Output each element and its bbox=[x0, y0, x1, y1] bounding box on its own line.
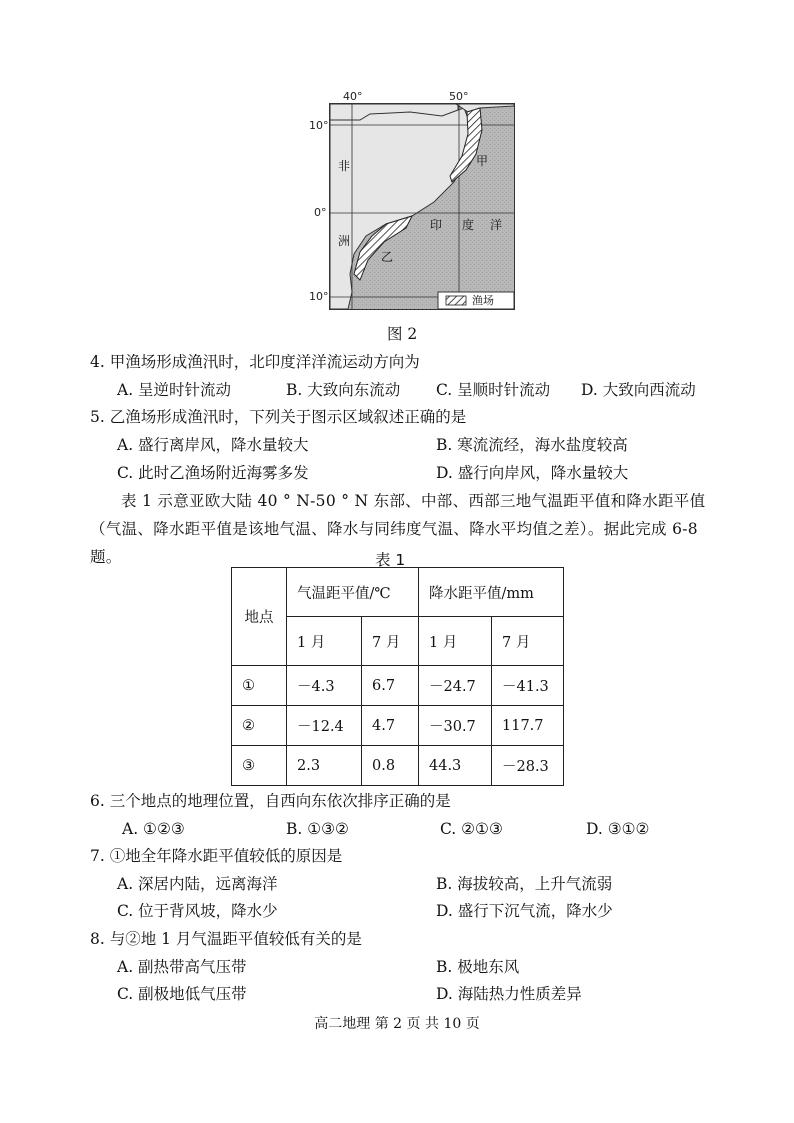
table-row bbox=[232, 746, 564, 786]
cell-temp-jan: －12.4 bbox=[287, 706, 362, 746]
question-4-stem: 4. 甲渔场形成渔汛时，北印度洋洋流运动方向为 bbox=[90, 353, 420, 371]
q8-option-c: C. 副极地低气压带 bbox=[117, 985, 247, 1003]
legend-label: 渔场 bbox=[472, 294, 494, 307]
row-place: ② bbox=[232, 706, 287, 746]
table-caption: 表 1 bbox=[375, 551, 406, 569]
table-row bbox=[232, 666, 564, 706]
cell-temp-jan: －4.3 bbox=[287, 666, 362, 706]
q6-option-c: C. ②①③ bbox=[440, 820, 503, 838]
row-place: ① bbox=[232, 666, 287, 706]
lat-label-10s: 10° bbox=[309, 290, 329, 303]
cell-precip-jul: 117.7 bbox=[492, 706, 564, 746]
q8-option-a: A. 副热带高气压带 bbox=[117, 958, 247, 976]
label-ocean-2: 度 bbox=[462, 218, 475, 232]
q7-option-c: C. 位于背风坡，降水少 bbox=[117, 902, 278, 920]
cell-precip-jan: －30.7 bbox=[419, 706, 492, 746]
cell-precip-jul: －28.3 bbox=[492, 746, 564, 786]
cell-temp-jul: 4.7 bbox=[362, 706, 419, 746]
map-graphic bbox=[330, 104, 514, 309]
lon-label-50: 50° bbox=[449, 90, 469, 103]
label-yi: 乙 bbox=[381, 250, 394, 264]
header-precip: 降水距平值/mm bbox=[419, 568, 564, 617]
question-7-stem: 7. ①地全年降水距平值较低的原因是 bbox=[90, 847, 343, 865]
cell-precip-jan: 44.3 bbox=[419, 746, 492, 786]
q8-option-d: D. 海陆热力性质差异 bbox=[436, 985, 582, 1003]
legend-swatch bbox=[446, 296, 466, 305]
table-header-row bbox=[232, 568, 564, 617]
q8-option-b: B. 极地东风 bbox=[436, 958, 520, 976]
q7-option-d: D. 盛行下沉气流，降水少 bbox=[436, 902, 613, 920]
month-precip-jul: 7 月 bbox=[492, 617, 564, 666]
data-table bbox=[231, 567, 564, 786]
q6-option-d: D. ③①② bbox=[586, 820, 650, 838]
question-6-stem: 6. 三个地点的地理位置，自西向东依次排序正确的是 bbox=[90, 792, 451, 810]
question-8-stem: 8. 与②地 1 月气温距平值较低有关的是 bbox=[90, 930, 362, 948]
cell-temp-jul: 6.7 bbox=[362, 666, 419, 706]
month-precip-jan: 1 月 bbox=[419, 617, 492, 666]
cell-temp-jan: 2.3 bbox=[287, 746, 362, 786]
q4-option-b: B. 大致向东流动 bbox=[286, 381, 401, 399]
table-intro-paragraph: 表 1 示意亚欧大陆 40 ° N-50 ° N 东部、中部、西部三地气温距平值和降水距平值（气温、降水距平值是该地气温、降水与同纬度气温、降水平均值之差）。据此完成 6-8 题。 bbox=[90, 492, 706, 566]
q7-option-a: A. 深居内陆，远离海洋 bbox=[117, 875, 278, 893]
table-row bbox=[232, 706, 564, 746]
label-ocean-1: 印 bbox=[430, 218, 443, 232]
q5-option-c: C. 此时乙渔场附近海雾多发 bbox=[117, 464, 309, 482]
q4-option-d: D. 大致向西流动 bbox=[581, 381, 696, 399]
q7-option-b: B. 海拔较高，上升气流弱 bbox=[436, 875, 613, 893]
month-temp-jul: 7 月 bbox=[362, 617, 419, 666]
q4-option-c: C. 呈顺时针流动 bbox=[436, 381, 551, 399]
header-temp: 气温距平值/℃ bbox=[287, 568, 419, 617]
q6-option-b: B. ①③② bbox=[286, 820, 349, 838]
cell-temp-jul: 0.8 bbox=[362, 746, 419, 786]
q5-option-d: D. 盛行向岸风，降水量较大 bbox=[436, 464, 629, 482]
cell-precip-jul: －41.3 bbox=[492, 666, 564, 706]
question-5-stem: 5. 乙渔场形成渔汛时，下列关于图示区域叙述正确的是 bbox=[90, 408, 467, 426]
cell-precip-jan: －24.7 bbox=[419, 666, 492, 706]
month-temp-jan: 1 月 bbox=[287, 617, 362, 666]
label-jia: 甲 bbox=[476, 154, 489, 168]
q4-option-a: A. 呈逆时针流动 bbox=[117, 381, 232, 399]
page-footer: 高二地理 第 2 页 共 10 页 bbox=[314, 1016, 480, 1032]
lon-label-40: 40° bbox=[343, 90, 363, 103]
lat-label-10n: 10° bbox=[309, 119, 329, 132]
row-place: ③ bbox=[232, 746, 287, 786]
figure-2-map bbox=[329, 103, 515, 310]
q5-option-b: B. 寒流流经，海水盐度较高 bbox=[436, 436, 628, 454]
q5-option-a: A. 盛行离岸风，降水量较大 bbox=[117, 436, 309, 454]
lat-label-0: 0° bbox=[314, 206, 327, 219]
header-place: 地点 bbox=[232, 568, 287, 666]
label-ocean-3: 洋 bbox=[490, 218, 503, 232]
label-africa-2: 洲 bbox=[338, 234, 351, 248]
q6-option-a: A. ①②③ bbox=[122, 820, 185, 838]
label-africa-1: 非 bbox=[338, 159, 351, 173]
figure-caption: 图 2 bbox=[387, 325, 418, 343]
